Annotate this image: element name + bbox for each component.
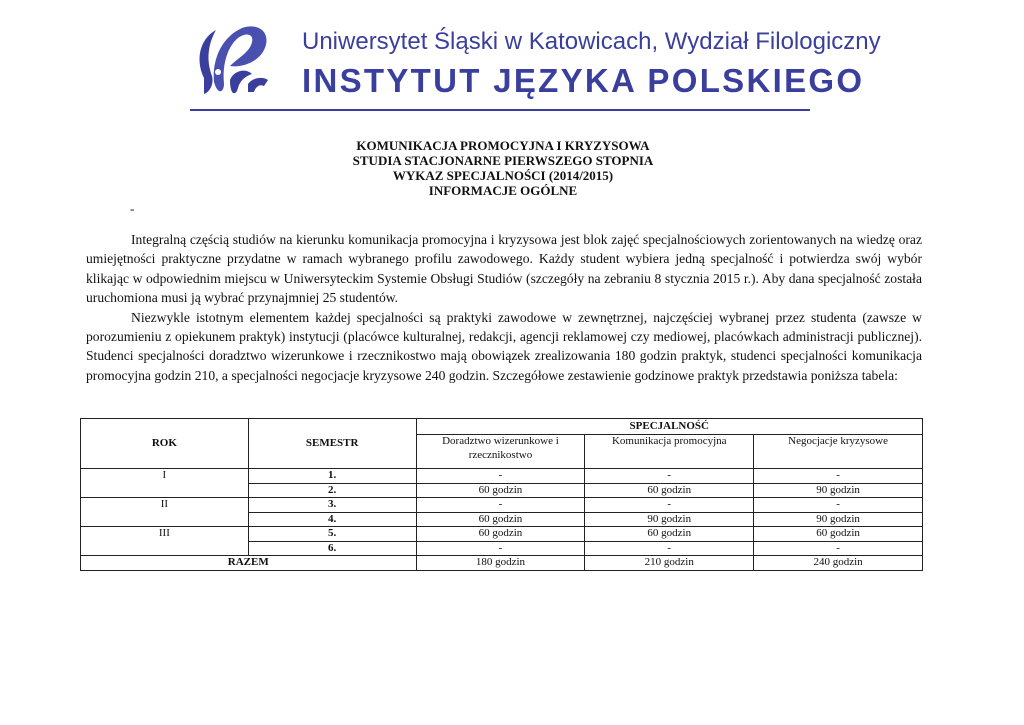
value-cell: 60 godzin bbox=[585, 527, 754, 542]
table-row bbox=[81, 483, 923, 498]
value-cell: - bbox=[754, 498, 923, 513]
table-row bbox=[81, 527, 923, 542]
total-cell: 240 godzin bbox=[754, 556, 923, 571]
value-cell: 60 godzin bbox=[754, 527, 923, 542]
title-line-2: STUDIA STACJONARNE PIERWSZEGO STOPNIA bbox=[352, 153, 654, 168]
document-titles bbox=[0, 138, 1006, 198]
value-cell: 90 godzin bbox=[585, 512, 754, 527]
value-cell: 60 godzin bbox=[416, 512, 585, 527]
header-divider bbox=[190, 109, 810, 111]
rok-cell bbox=[81, 541, 249, 556]
document-header bbox=[190, 22, 881, 112]
header-doradztwo: Doradztwo wizerunkowe i rzecznikostwo bbox=[416, 435, 585, 469]
title-line-3: WYKAZ SPECJALNOŚCI (2014/2015) bbox=[392, 168, 614, 183]
paragraph-1: Integralną częścią studiów na kierunku komunikacja promocyjna i kryzysowa jest blok zajęć specjalnościowych zorientowanych na wiedzę oraz umiejętności praktyczne przydatne w ramach wybranego profilu zawodowego. Każdy student wybiera jedną specjalność i potwierdza swój wybór klikając w odpowiednim miejscu w Uniwersyteckim Systemie Obsługi Studiów (szczegóły na zebraniu 8 stycznia 2015 r.). Aby dana specjalność została uruchomiona musi ją wybrać przynajmniej 25 studentów. bbox=[86, 232, 922, 306]
total-label: RAZEM bbox=[81, 556, 417, 571]
table-row bbox=[81, 469, 923, 484]
title-line-1: KOMUNIKACJA PROMOCYJNA I KRYZYSOWA bbox=[356, 138, 650, 153]
semestr-cell: 1. bbox=[248, 469, 416, 484]
semestr-cell: 4. bbox=[248, 512, 416, 527]
value-cell: - bbox=[416, 469, 585, 484]
rok-cell: II bbox=[81, 498, 249, 513]
table-header-row bbox=[81, 419, 923, 435]
table-total-row bbox=[81, 556, 923, 571]
value-cell: - bbox=[585, 469, 754, 484]
header-semestr: SEMESTR bbox=[248, 419, 416, 469]
header-specjalnosc: SPECJALNOŚĆ bbox=[416, 419, 922, 435]
header-rok: ROK bbox=[81, 419, 249, 469]
rok-cell bbox=[81, 512, 249, 527]
value-cell: 90 godzin bbox=[754, 483, 923, 498]
table-row bbox=[81, 512, 923, 527]
value-cell: - bbox=[416, 541, 585, 556]
value-cell: 60 godzin bbox=[416, 483, 585, 498]
value-cell: - bbox=[754, 541, 923, 556]
total-cell: 210 godzin bbox=[585, 556, 754, 571]
title-line-4: INFORMACJE OGÓLNE bbox=[428, 183, 578, 198]
dash-marker: - bbox=[130, 201, 135, 216]
semestr-cell: 2. bbox=[248, 483, 416, 498]
header-negocjacje: Negocjacje kryzysowe bbox=[754, 435, 923, 469]
value-cell: 60 godzin bbox=[416, 527, 585, 542]
semestr-cell: 5. bbox=[248, 527, 416, 542]
ijp-logo-icon bbox=[190, 22, 272, 102]
university-name: Uniwersytet Śląski w Katowicach, Wydział Filologiczny bbox=[302, 28, 881, 55]
value-cell: - bbox=[585, 498, 754, 513]
value-cell: 60 godzin bbox=[585, 483, 754, 498]
value-cell: - bbox=[416, 498, 585, 513]
institute-name: INSTYTUT JĘZYKA POLSKIEGO bbox=[302, 62, 865, 99]
header-komunikacja: Komunikacja promocyjna bbox=[585, 435, 754, 469]
rok-cell: I bbox=[81, 469, 249, 484]
table-row bbox=[81, 541, 923, 556]
total-cell: 180 godzin bbox=[416, 556, 585, 571]
value-cell: - bbox=[585, 541, 754, 556]
table-row bbox=[81, 498, 923, 513]
semestr-cell: 6. bbox=[248, 541, 416, 556]
rok-cell bbox=[81, 483, 249, 498]
value-cell: 90 godzin bbox=[754, 512, 923, 527]
value-cell: - bbox=[754, 469, 923, 484]
practice-hours-table bbox=[80, 418, 923, 571]
semestr-cell: 3. bbox=[248, 498, 416, 513]
rok-cell: III bbox=[81, 527, 249, 542]
body-text bbox=[86, 230, 922, 385]
paragraph-2: Niezwykle istotnym elementem każdej specjalności są praktyki zawodowe w zewnętrznej, najczęściej wybranej przez studenta (zawsze w porozumieniu z opiekunem praktyk) instytucji (placówce kulturalnej, redakcji, agencji reklamowej czy mediowej, placówkach administracji publicznej). Studenci specjalności doradztwo wizerunkowe i rzecznikostwo mają obowiązek zrealizowania 180 godzin praktyk, studenci specjalności komunikacja promocyjna godzin 210, a specjalności negocjacje kryzysowe 240 godzin. Szczegółowe zestawienie godzinowe praktyk przedstawia poniższa tabela: bbox=[86, 309, 922, 383]
